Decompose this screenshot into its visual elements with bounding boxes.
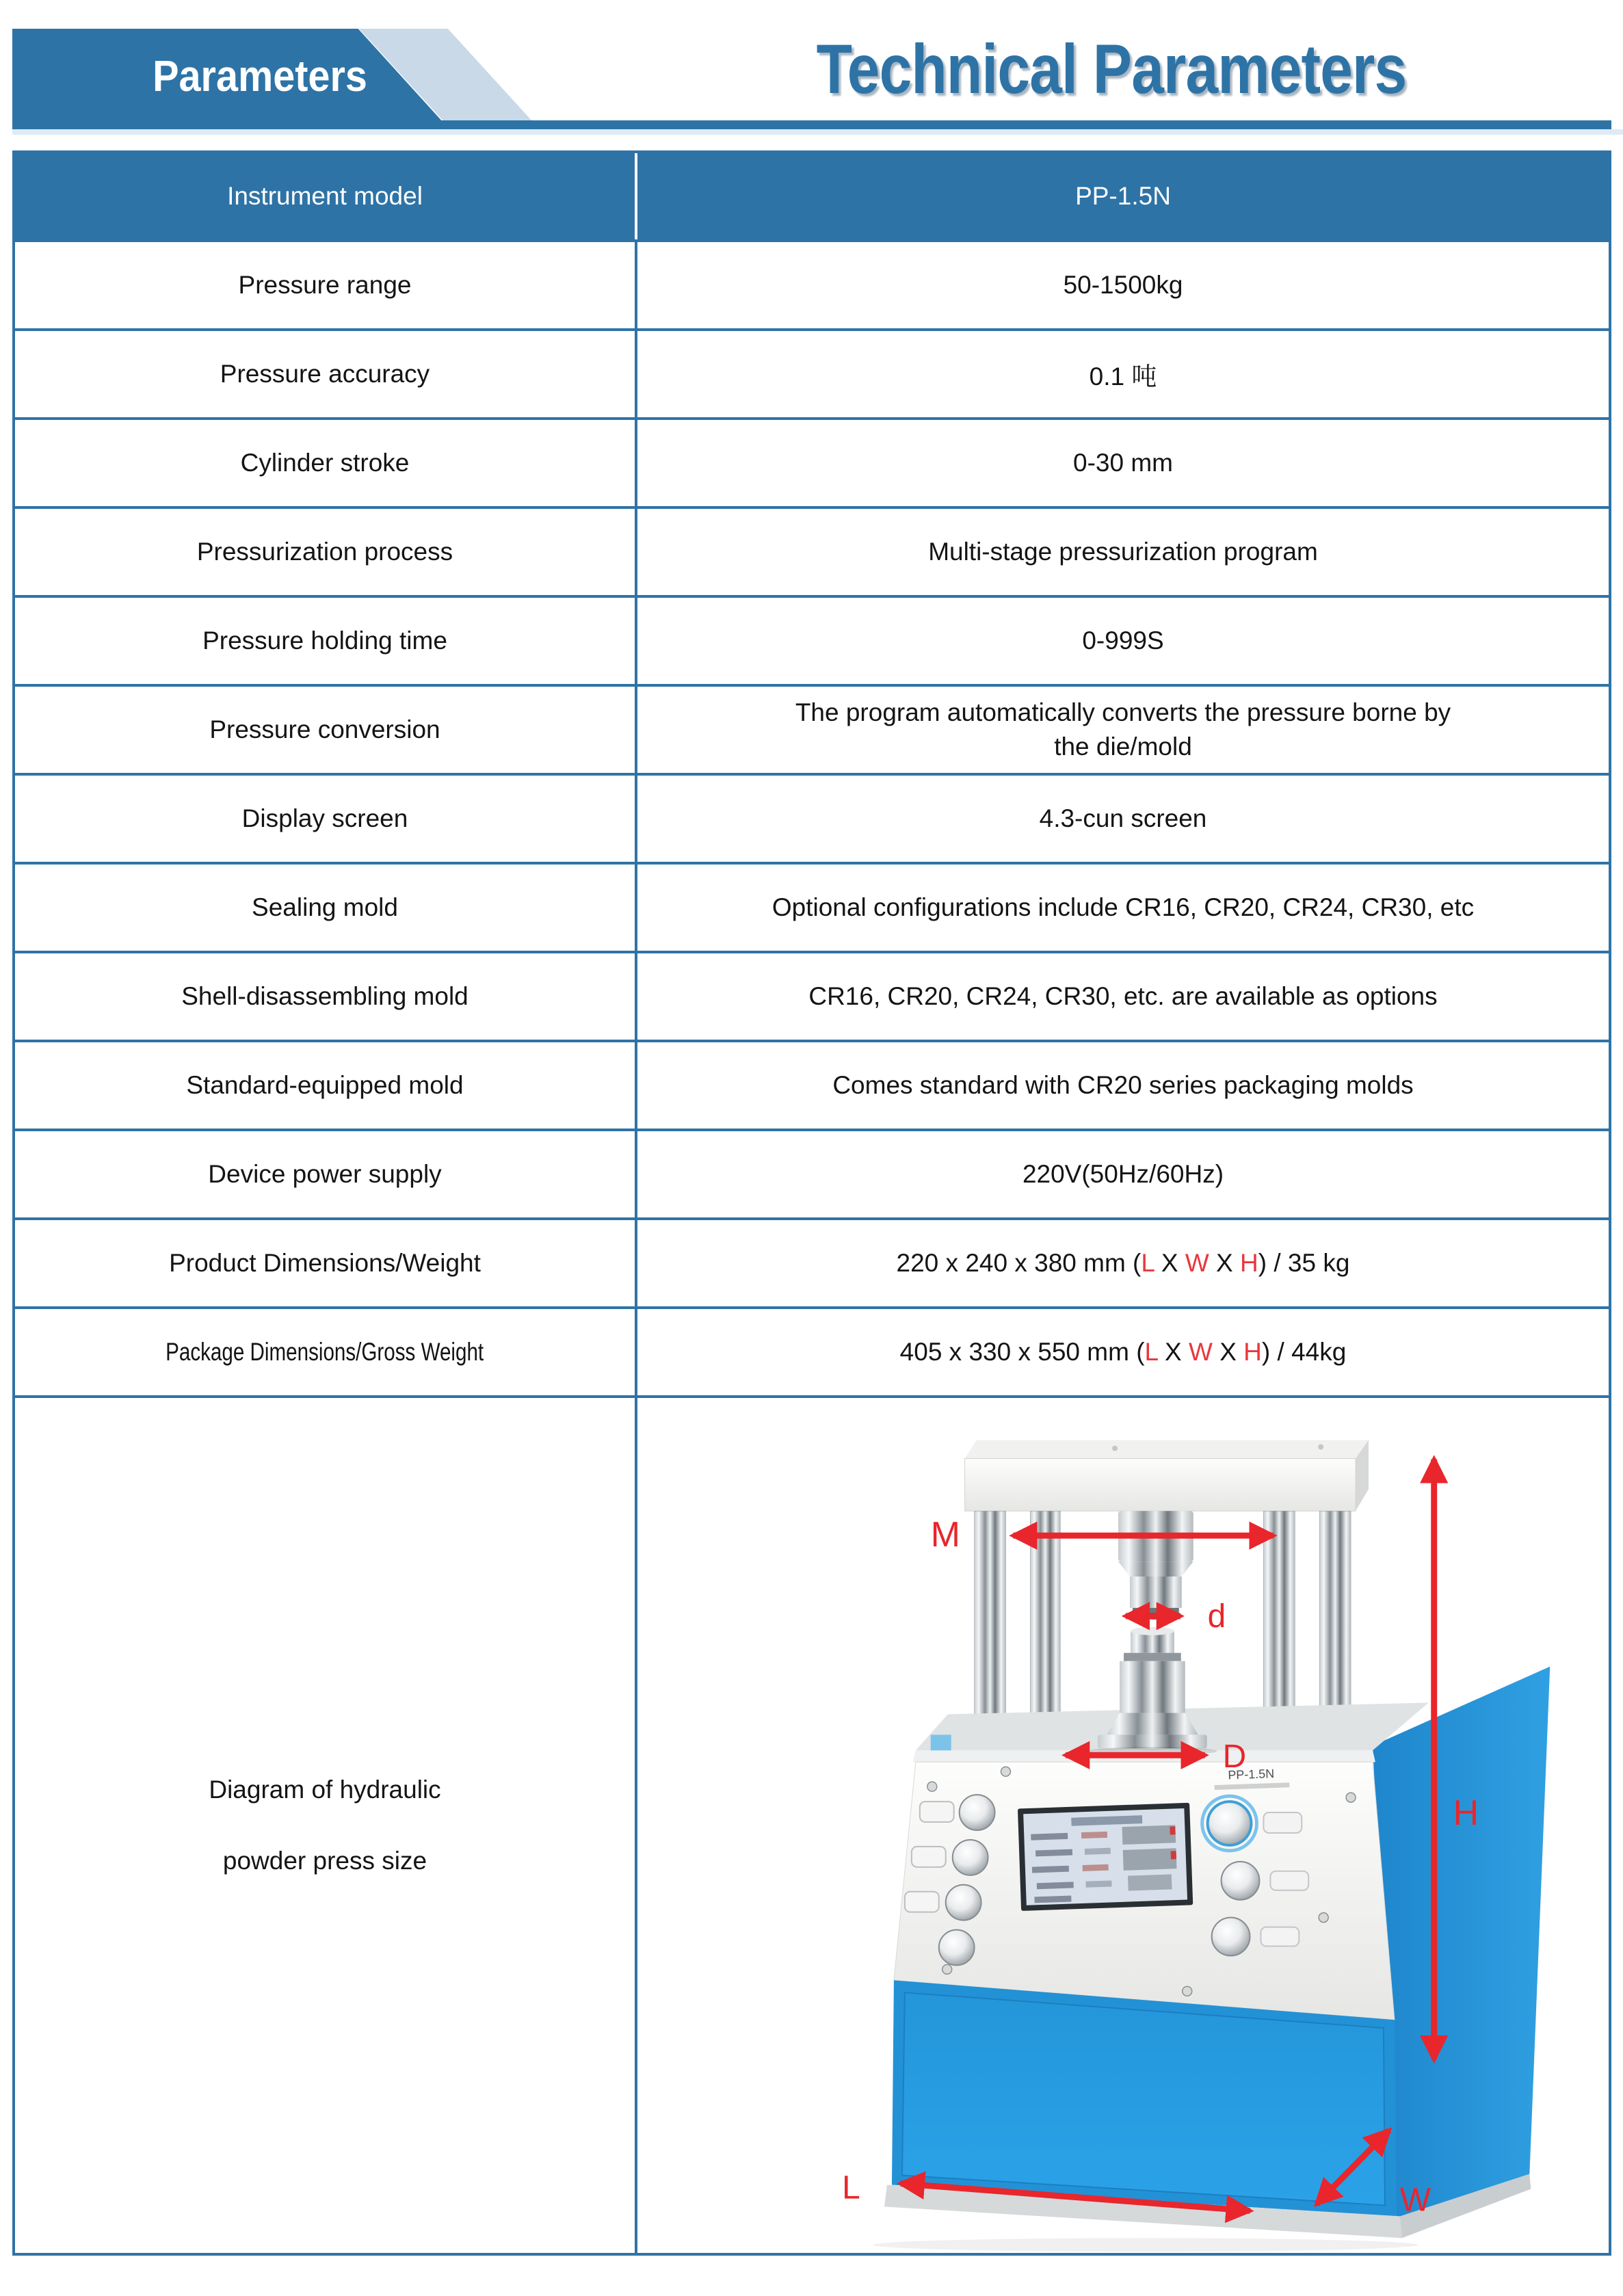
row-label: Pressure range: [15, 242, 637, 328]
row-value: 50-1500kg: [1063, 271, 1183, 299]
gauge-button: [1208, 1802, 1252, 1845]
button-label-plate: [1261, 1927, 1299, 1947]
table-row-device-power-supply: [15, 1131, 1609, 1220]
value-part: 405 x 330 x 550 mm (: [899, 1338, 1145, 1366]
row-label: Standard-equipped mold: [15, 1042, 637, 1129]
row-value: 0-30 mm: [1073, 449, 1173, 477]
button-label-plate: [920, 1802, 954, 1822]
row-value-text: The program automatically converts the pressure borne by the die/mold: [795, 698, 1451, 761]
machine-right-side-panel: [1373, 1667, 1550, 2218]
parameters-table: [12, 150, 1611, 2256]
diagram-label-line2: powder press size: [222, 1847, 427, 1875]
value-part: X: [1157, 1338, 1189, 1366]
value-part-red-L: L: [1141, 1249, 1154, 1277]
row-label: Product Dimensions/Weight: [15, 1220, 637, 1306]
display-screen: [1018, 1803, 1193, 1911]
button-label-plate: [912, 1847, 946, 1867]
button-label-plate: [1263, 1812, 1302, 1833]
row-label: Pressure conversion: [15, 687, 637, 773]
table-row-cylinder-stroke: [15, 420, 1609, 509]
value-part: ) / 44kg: [1261, 1338, 1347, 1366]
dim-label-H: H: [1453, 1793, 1479, 1833]
value-part: 220 x 240 x 380 mm (: [896, 1249, 1142, 1277]
row-label-text: Package Dimensions/Gross Weight: [166, 1338, 484, 1366]
dim-label-D: D: [1222, 1739, 1247, 1776]
table-row-instrument-model: [15, 153, 1609, 242]
row-value: [637, 687, 1609, 773]
value-part-red-W: W: [1188, 1338, 1213, 1366]
row-value: [637, 1220, 1609, 1306]
row-label: Cylinder stroke: [15, 420, 637, 506]
button-label-plate: [1270, 1871, 1308, 1890]
row-value: Optional configurations include CR16, CR20, CR24, CR30, etc: [771, 893, 1475, 921]
table-row-display-screen: [15, 776, 1609, 865]
table-row-shell-disassembling-mold: [15, 953, 1609, 1042]
value-part-red-H: H: [1243, 1338, 1262, 1366]
table-row-pressure-holding-time: [15, 598, 1609, 687]
row-value: PP-1.5N: [1075, 182, 1171, 210]
button-label-plate: [905, 1892, 939, 1912]
table-row-pressure-range: [15, 242, 1609, 331]
row-label: Sealing mold: [15, 865, 637, 951]
value-part: X: [1154, 1249, 1185, 1277]
press-top-plate: [965, 1440, 1369, 1512]
lower-piston: [1087, 1627, 1217, 1755]
value-part-red-W: W: [1185, 1249, 1209, 1277]
banner-label: Parameters: [153, 51, 367, 101]
table-row-pressure-conversion: [15, 687, 1609, 776]
row-label: [15, 1309, 637, 1395]
upper-ram: [1118, 1511, 1193, 1620]
panel-button: [953, 1840, 988, 1875]
row-label: Display screen: [15, 776, 637, 862]
row-label: Pressurization process: [15, 509, 637, 595]
header-divider-strip-light: [12, 129, 1623, 135]
table-row-standard-equipped-mold: [15, 1042, 1609, 1131]
row-label: Instrument model: [15, 153, 637, 239]
row-label: Device power supply: [15, 1131, 637, 1217]
panel-button: [1212, 1918, 1250, 1956]
value-part-red-L: L: [1144, 1338, 1158, 1366]
dim-label-d: d: [1207, 1598, 1226, 1635]
value-part: ) / 35 kg: [1258, 1249, 1350, 1277]
dim-label-W: W: [1399, 2182, 1431, 2219]
row-value: 0-999S: [1082, 626, 1164, 655]
panel-button: [946, 1885, 981, 1921]
value-part: X: [1209, 1249, 1241, 1277]
table-row-package-dimensions: [15, 1309, 1609, 1398]
row-label: Pressure accuracy: [15, 331, 637, 417]
table-row-product-dimensions: [15, 1220, 1609, 1309]
dim-label-M: M: [930, 1514, 960, 1555]
table-row-sealing-mold: [15, 865, 1609, 953]
panel-button: [1222, 1862, 1260, 1900]
page-title: Technical Parameters: [816, 30, 1407, 108]
panel-button: [939, 1930, 975, 1966]
value-part-red-H: H: [1240, 1249, 1258, 1277]
row-value: CR16, CR20, CR24, CR30, etc. are available as options: [808, 982, 1438, 1010]
dim-label-L: L: [842, 2169, 860, 2206]
row-value: 0.1 吨: [1089, 362, 1157, 391]
row-value: 4.3-cun screen: [1039, 804, 1207, 832]
row-value: [637, 1309, 1609, 1395]
row-label: [15, 1398, 637, 2253]
table-row-pressure-accuracy: [15, 331, 1609, 420]
value-part: X: [1212, 1338, 1244, 1366]
table-row-pressurization-process: [15, 509, 1609, 598]
diagram-label-line1: Diagram of hydraulic: [209, 1776, 441, 1804]
row-value: Multi-stage pressurization program: [928, 538, 1318, 566]
row-value: Comes standard with CR20 series packaging molds: [832, 1071, 1414, 1099]
panel-button: [960, 1795, 995, 1830]
table-row-diagram: [15, 1398, 1609, 2253]
machine-model-marking: PP-1.5N: [1228, 1767, 1275, 1782]
hydraulic-press-diagram: [637, 1398, 1609, 2253]
row-value: 220V(50Hz/60Hz): [1022, 1160, 1224, 1188]
diagram-cell: [637, 1398, 1609, 2253]
row-label: Pressure holding time: [15, 598, 637, 684]
row-label: Shell-disassembling mold: [15, 953, 637, 1040]
